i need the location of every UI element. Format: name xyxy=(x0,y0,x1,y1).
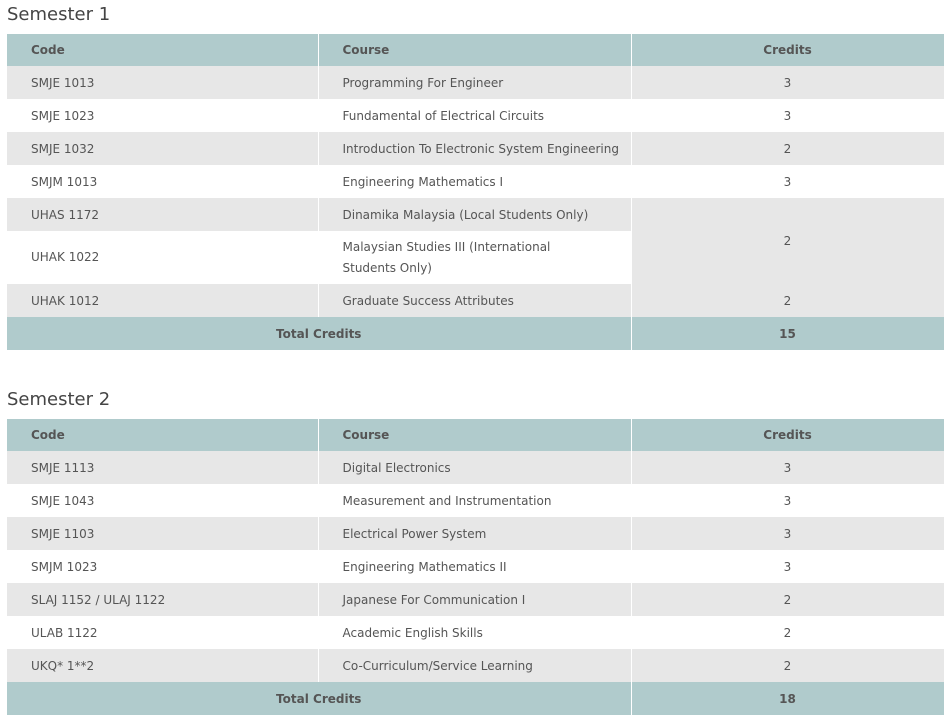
course-credits: 3 xyxy=(631,165,944,198)
total-credits-value: 18 xyxy=(631,682,944,715)
total-credits-label: Total Credits xyxy=(7,682,631,715)
course-code: SMJE 1043 xyxy=(7,484,318,517)
table-row xyxy=(7,616,944,649)
total-credits-label: Total Credits xyxy=(7,317,631,350)
course-code: SMJE 1113 xyxy=(7,451,318,484)
course-code: SMJE 1103 xyxy=(7,517,318,550)
total-credits-value: 15 xyxy=(631,317,944,350)
semester-1-table xyxy=(7,34,945,350)
course-code: SMJM 1013 xyxy=(7,165,318,198)
course-name: Measurement and Instrumentation xyxy=(318,484,631,517)
table-row xyxy=(7,583,944,616)
course-code: SLAJ 1152 / ULAJ 1122 xyxy=(7,583,318,616)
semester-1-title: Semester 1 xyxy=(7,4,111,25)
course-credits: 3 xyxy=(631,550,944,583)
course-code: SMJE 1032 xyxy=(7,132,318,165)
course-name: Co-Curriculum/Service Learning xyxy=(318,649,631,682)
course-code: UHAK 1012 xyxy=(7,284,318,317)
table-row xyxy=(7,165,944,198)
course-name: Academic English Skills xyxy=(318,616,631,649)
header-course: Course xyxy=(318,419,631,451)
course-code: UKQ* 1**2 xyxy=(7,649,318,682)
header-credits: Credits xyxy=(631,419,944,451)
course-credits: 3 xyxy=(631,484,944,517)
course-name: Electrical Power System xyxy=(318,517,631,550)
course-name: Dinamika Malaysia (Local Students Only) xyxy=(318,198,631,231)
course-code: UHAK 1022 xyxy=(7,231,318,284)
table-row xyxy=(7,99,944,132)
table-header-row xyxy=(7,34,944,66)
table-row xyxy=(7,66,944,99)
header-code: Code xyxy=(7,34,318,66)
table-row xyxy=(7,451,944,484)
course-credits: 3 xyxy=(631,451,944,484)
table-row xyxy=(7,550,944,583)
table-row xyxy=(7,484,944,517)
course-credits: 3 xyxy=(631,517,944,550)
table-row xyxy=(7,198,944,231)
course-credits: 2 xyxy=(631,198,944,284)
course-credits: 2 xyxy=(631,616,944,649)
course-name: Graduate Success Attributes xyxy=(318,284,631,317)
course-name: Programming For Engineer xyxy=(318,66,631,99)
course-name: Japanese For Communication I xyxy=(318,583,631,616)
course-name: Digital Electronics xyxy=(318,451,631,484)
course-code: SMJM 1023 xyxy=(7,550,318,583)
semester-2-table xyxy=(7,419,945,715)
table-header-row xyxy=(7,419,944,451)
semester-2-title: Semester 2 xyxy=(7,389,111,410)
table-row xyxy=(7,132,944,165)
course-name: Engineering Mathematics I xyxy=(318,165,631,198)
course-code: UHAS 1172 xyxy=(7,198,318,231)
header-credits: Credits xyxy=(631,34,944,66)
table-row xyxy=(7,649,944,682)
course-credits: 3 xyxy=(631,66,944,99)
course-name: Engineering Mathematics II xyxy=(318,550,631,583)
course-name: Introduction To Electronic System Engineering xyxy=(318,132,631,165)
course-credits: 2 xyxy=(631,284,944,317)
course-code: SMJE 1023 xyxy=(7,99,318,132)
total-row xyxy=(7,317,944,350)
course-credits: 3 xyxy=(631,99,944,132)
course-credits: 2 xyxy=(631,132,944,165)
header-course: Course xyxy=(318,34,631,66)
course-name: Fundamental of Electrical Circuits xyxy=(318,99,631,132)
total-row xyxy=(7,682,944,715)
course-credits: 2 xyxy=(631,583,944,616)
course-code: SMJE 1013 xyxy=(7,66,318,99)
course-code: ULAB 1122 xyxy=(7,616,318,649)
table-row xyxy=(7,517,944,550)
table-row xyxy=(7,284,944,317)
course-credits: 2 xyxy=(631,649,944,682)
header-code: Code xyxy=(7,419,318,451)
course-name: Malaysian Studies III (International Students Only) xyxy=(318,231,631,284)
